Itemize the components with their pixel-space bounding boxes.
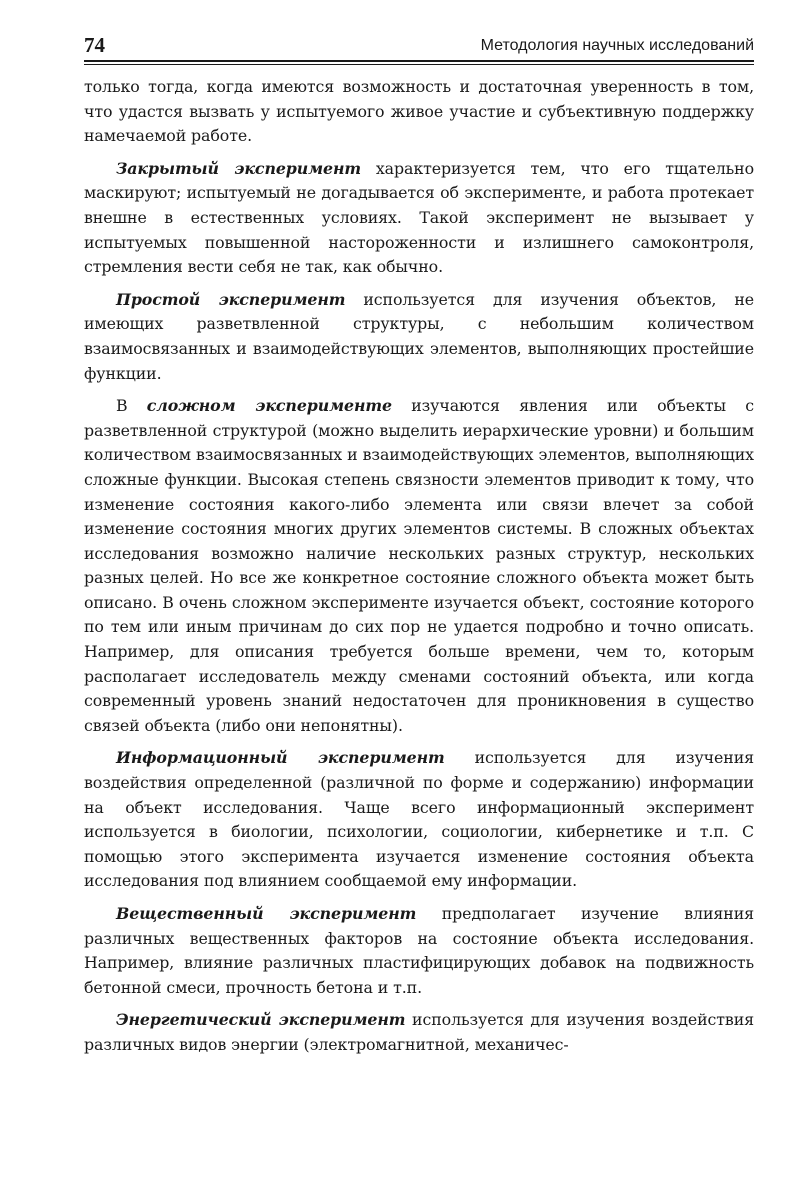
paragraph-simple-experiment: Простой эксперимент используется для изучения объектов, не имеющих разветвленной структуры, с небольшим количеством взаимосвязанных и взаимодействующих элементов, выполняющих простейшие функции. — [84, 289, 754, 383]
paragraph-continuation: только тогда, когда имеются возможность и достаточная уверенность в том, что удастся вызвать у испытуемого живое участие и субъективную поддержку намечаемой работе. — [84, 77, 754, 146]
paragraph-closed-experiment: Закрытый эксперимент характеризуется тем, что его тщательно маскируют; испытуемый не догадывается об эксперименте, и работа протекает внешне в естественных условиях. Такой эксперимент не вызывает у испытуемых повышенной настороженности и излишнего самоконтроля, стремления вести себя не так, как обычно. — [84, 158, 754, 277]
page-number: 74 — [84, 33, 105, 57]
term-energy-experiment: Энергетический эксперимент — [116, 1010, 406, 1030]
term-information-experiment: Информационный эксперимент — [116, 748, 445, 768]
paragraph-energy-experiment: Энергетический эксперимент используется для изучения воздействия различных видов энергии (электромагнитной, механичес- — [84, 1010, 754, 1054]
paragraph-material-experiment: Вещественный эксперимент предполагает изучение влияния различных вещественных факторов на состояние объекта исследования. Например, влияние различных пластифицирующих добавок на подвижность бетонной смеси, прочность бетона и т.п. — [84, 904, 755, 997]
term-closed-experiment: Закрытый эксперимент — [116, 158, 362, 178]
book-page — [84, 30, 754, 1066]
header-rule — [84, 60, 754, 65]
paragraph-information-experiment: Информационный эксперимент используется для изучения воздействия определенной (различной по форме и содержанию) информации на объект исследования. Чаще всего информационный эксперимент используется в биологии, психологии, социологии, кибернетике и т.п. С помощью этого эксперимента изучается изменение состояния объекта исследования под влиянием сообщаемой ему информации. — [84, 748, 755, 891]
term-simple-experiment: Простой эксперимент — [116, 289, 346, 309]
term-material-experiment: Вещественный эксперимент — [116, 904, 417, 923]
running-title: Методология научных исследований — [480, 37, 754, 54]
term-complex-experiment: сложном эксперименте — [146, 396, 392, 416]
paragraph-complex-experiment: В сложном эксперименте изучаются явления или объекты с разветвленной структурой (можно выделить иерархические уровни) и большим количеством взаимосвязанных и взаимодействующих элементов, выполняющих сложные функции. Высокая степень связности элементов приводит к тому, что изменение состояния какого-либо элемента или связи влечет за собой изменение состояния многих других элементов системы. В сложных объектах исследования возможно наличие нескольких разных структур, нескольких разных целей. Но все же конкретное состояние сложного объекта может быть описано. В очень сложном эксперименте изучается объект, состояние которого по тем или иным причинам до сих пор не удается подробно и точно описать. Например, для описания требуется больше времени, чем то, которым располагает исследователь между сменами состояний объекта, или когда современный уровень знаний недостаточен для проникновения в существо связей объекта (либо они непонятны). — [84, 396, 754, 735]
body-text — [84, 75, 754, 1058]
running-head — [84, 30, 754, 56]
